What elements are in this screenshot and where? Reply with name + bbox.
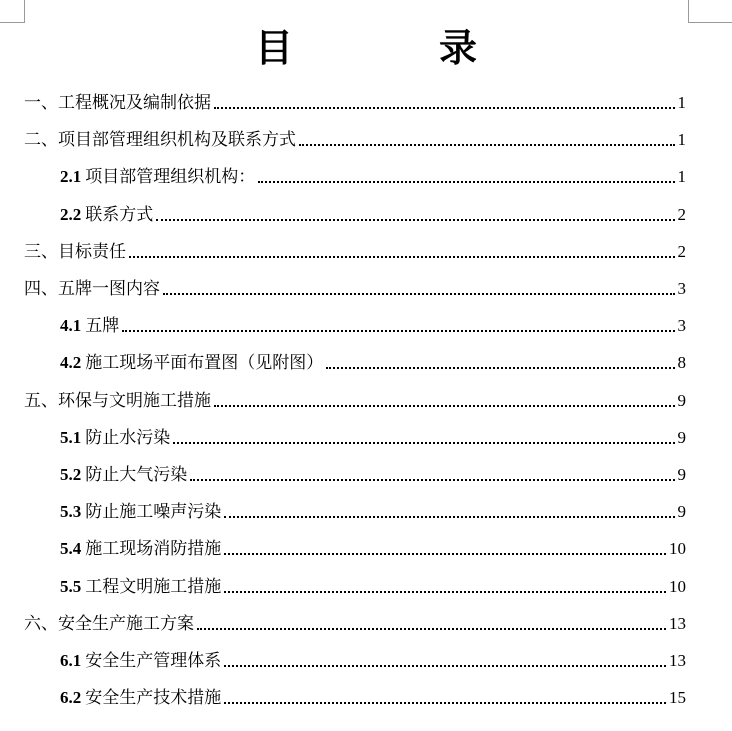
toc-entry-number: 5.5 <box>60 576 82 596</box>
dot-leader <box>224 552 666 555</box>
toc-entry-number: 4.2 <box>60 353 82 373</box>
toc-page-number: 8 <box>677 353 686 373</box>
toc-entry-number: 5.4 <box>60 539 82 559</box>
toc-page-number: 10 <box>669 539 686 559</box>
toc-entry[interactable] <box>24 129 686 151</box>
toc-entry-text: 四、五牌一图内容 <box>24 279 160 299</box>
toc-entry[interactable] <box>24 92 686 114</box>
toc-page-number: 9 <box>677 502 686 522</box>
toc-entry-label <box>24 613 194 635</box>
toc-entry[interactable] <box>60 352 686 374</box>
dot-leader <box>224 590 666 593</box>
toc-entry-label <box>24 129 296 151</box>
toc-entry-label <box>60 352 323 374</box>
toc-entry-label <box>60 576 221 598</box>
toc-entry[interactable] <box>60 427 686 449</box>
toc-entry[interactable] <box>60 687 686 709</box>
toc-page-number: 2 <box>677 204 686 224</box>
toc-entry-text: 防止施工噪声污染 <box>85 502 222 523</box>
toc-entry-text: 一、工程概况及编制依据 <box>24 93 211 113</box>
toc-entry[interactable] <box>24 241 686 263</box>
toc-entry[interactable] <box>60 315 686 337</box>
toc-entry-label <box>60 538 221 560</box>
page-corner-mark-right <box>688 0 732 23</box>
toc-entry-text: 五、环保与文明施工措施 <box>24 390 211 411</box>
toc-entry-text: 安全生产管理体系 <box>85 651 222 671</box>
toc-entry-label <box>24 241 126 263</box>
toc-entry-label <box>60 204 153 226</box>
toc-entry-label <box>60 315 119 337</box>
dot-leader <box>214 106 675 109</box>
toc-entry[interactable] <box>24 390 686 412</box>
toc-entry[interactable] <box>60 538 686 560</box>
toc-page-number: 1 <box>677 167 686 187</box>
toc-entry[interactable] <box>60 204 686 226</box>
toc-page-number: 10 <box>669 576 686 596</box>
toc-entry-text: 防止水污染 <box>85 427 171 448</box>
toc-entry-label <box>24 92 211 114</box>
toc-page-number: 9 <box>677 390 686 410</box>
toc-entry-number: 6.2 <box>60 688 82 708</box>
toc-page-number: 3 <box>677 316 686 336</box>
toc-entry-label <box>60 427 170 449</box>
toc-title: 目 录 <box>254 25 531 70</box>
dot-leader <box>214 404 675 407</box>
toc-page-number: 2 <box>677 241 686 261</box>
toc-entry-number: 2.2 <box>60 204 82 224</box>
toc-entry-text: 防止大气污染 <box>85 465 188 485</box>
dot-leader <box>299 143 675 146</box>
toc-entry[interactable] <box>24 613 686 635</box>
toc-page-number: 1 <box>677 93 686 112</box>
toc-entry[interactable] <box>60 501 686 523</box>
toc-entry[interactable] <box>60 166 686 188</box>
toc-entry-text: 六、安全生产施工方案 <box>24 613 194 634</box>
dot-leader <box>190 478 674 481</box>
toc-entry-text: 三、目标责任 <box>24 241 126 262</box>
toc-entry-text: 五牌 <box>85 316 120 337</box>
toc-entry-number: 5.1 <box>60 427 82 447</box>
toc-entry-label <box>24 390 211 412</box>
toc-page-number: 3 <box>677 279 686 298</box>
dot-leader <box>224 515 674 518</box>
toc-entry-number: 4.1 <box>60 316 82 336</box>
toc-entry-number: 6.1 <box>60 651 82 670</box>
toc-entry[interactable] <box>60 650 686 672</box>
dot-leader <box>326 366 674 369</box>
toc-entry-label <box>60 687 221 709</box>
toc-entry-text: 安全生产技术措施 <box>85 688 222 709</box>
toc-entry-label <box>60 166 255 188</box>
toc-entry-number: 5.3 <box>60 502 82 522</box>
toc-entry-text: 施工现场平面布置图（见附图） <box>85 353 324 374</box>
toc-entry[interactable] <box>24 278 686 300</box>
toc-entry-text: 施工现场消防措施 <box>85 539 222 560</box>
toc-page-number: 9 <box>677 427 686 447</box>
toc-entry-text: 联系方式 <box>85 204 154 225</box>
dot-leader <box>173 441 674 444</box>
toc-entry-text: 二、项目部管理组织机构及联系方式 <box>24 130 296 151</box>
toc-page-number: 15 <box>669 688 686 708</box>
toc-entry-label <box>60 464 187 486</box>
toc-entry-number: 2.1 <box>60 167 82 187</box>
toc-page-number: 13 <box>669 613 686 633</box>
toc-page-number: 1 <box>677 130 686 150</box>
toc-entry-text: 项目部管理组织机构： <box>85 167 256 188</box>
dot-leader <box>156 218 674 221</box>
dot-leader <box>129 255 675 258</box>
toc-entry[interactable] <box>60 464 686 486</box>
toc-page-number: 13 <box>669 651 686 670</box>
toc-entry-text: 工程文明施工措施 <box>85 576 222 597</box>
dot-leader <box>224 701 666 704</box>
toc-entry[interactable] <box>60 576 686 598</box>
toc-page-number: 9 <box>677 465 686 484</box>
toc-entry-label <box>60 650 221 672</box>
dot-leader <box>258 180 674 183</box>
dot-leader <box>197 627 666 630</box>
dot-leader <box>122 329 674 332</box>
dot-leader <box>224 664 666 667</box>
page-corner-mark-left <box>0 0 25 23</box>
toc-entry-label <box>60 501 221 523</box>
dot-leader <box>163 292 675 295</box>
toc-entry-number: 5.2 <box>60 465 82 484</box>
toc-entry-label <box>24 278 160 300</box>
